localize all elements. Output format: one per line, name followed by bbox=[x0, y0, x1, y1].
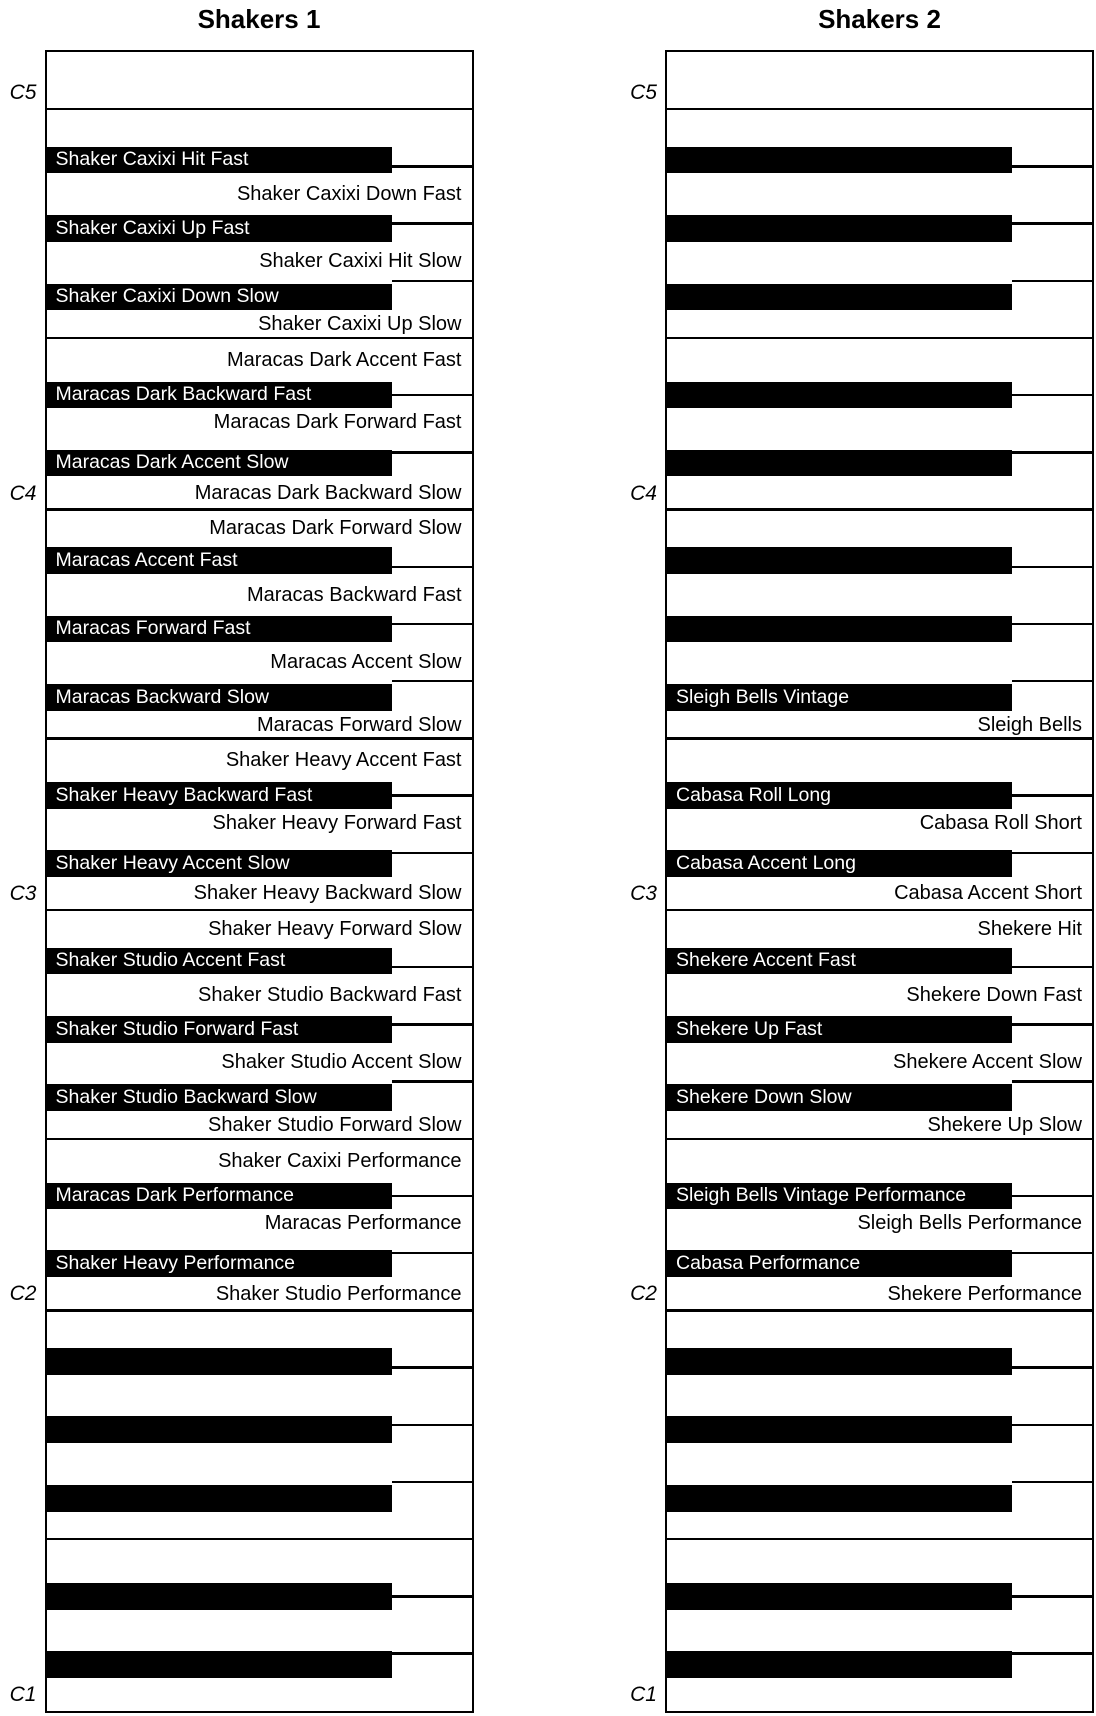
key-white-C2 bbox=[667, 1253, 1092, 1310]
octave-label-C4-shakers-1: C4 bbox=[9, 481, 37, 505]
key-white-D3 bbox=[667, 796, 1092, 853]
key-label-E2: Shaker Caxixi Performance bbox=[218, 1149, 462, 1172]
key-label-As2: Shekere Accent Fast bbox=[676, 949, 856, 972]
key-label-Ds2: Maracas Dark Performance bbox=[55, 1184, 294, 1207]
key-label-Ds3: Cabasa Roll Long bbox=[676, 783, 832, 806]
key-white-G3 bbox=[667, 624, 1092, 681]
key-label-A2: Shaker Studio Backward Fast bbox=[198, 984, 462, 1007]
octave-label-C2-shakers-1: C2 bbox=[9, 1282, 37, 1306]
key-label-F2: Shaker Studio Forward Slow bbox=[208, 1113, 462, 1136]
key-white-F4 bbox=[667, 281, 1092, 338]
key-label-D3: Cabasa Roll Short bbox=[919, 811, 1082, 834]
key-label-Ds3: Shaker Heavy Backward Fast bbox=[55, 783, 313, 806]
key-label-G3: Maracas Accent Slow bbox=[270, 650, 462, 673]
key-white-D2 bbox=[667, 1196, 1092, 1253]
key-label-Fs3: Maracas Backward Slow bbox=[55, 685, 269, 708]
key-label-Cs3: Shaker Heavy Accent Slow bbox=[55, 851, 290, 874]
key-white-F1 bbox=[47, 1482, 472, 1539]
keyboard-title-shakers-2: Shakers 2 bbox=[818, 4, 941, 34]
key-white-C5 bbox=[47, 52, 472, 109]
key-white-F4 bbox=[47, 281, 472, 338]
octave-label-C3-shakers-1: C3 bbox=[9, 882, 37, 905]
key-white-D1 bbox=[47, 1596, 472, 1653]
key-label-C4: Maracas Dark Backward Slow bbox=[194, 481, 462, 504]
key-label-F3: Sleigh Bells bbox=[977, 713, 1082, 736]
key-label-F3: Maracas Forward Slow bbox=[256, 713, 462, 736]
key-white-F3 bbox=[47, 681, 472, 738]
key-label-B2: Shaker Heavy Forward Slow bbox=[208, 917, 462, 940]
key-label-As4: Shaker Caxixi Hit Fast bbox=[55, 148, 249, 171]
key-label-C3: Cabasa Accent Short bbox=[894, 882, 1082, 905]
key-label-Cs2: Cabasa Performance bbox=[676, 1252, 861, 1275]
key-label-D2: Sleigh Bells Performance bbox=[857, 1212, 1082, 1235]
key-white-G2 bbox=[667, 1024, 1092, 1081]
key-label-Fs2: Shekere Down Slow bbox=[676, 1086, 852, 1109]
key-label-G4: Shaker Caxixi Hit Slow bbox=[259, 250, 462, 273]
key-white-G3 bbox=[47, 624, 472, 681]
octave-label-C4-shakers-2: C4 bbox=[630, 481, 657, 505]
key-label-Cs2: Shaker Heavy Performance bbox=[55, 1252, 296, 1275]
key-label-G2: Shekere Accent Slow bbox=[893, 1051, 1082, 1074]
key-label-E3: Shaker Heavy Accent Fast bbox=[225, 749, 462, 772]
octave-label-C1-shakers-1: C1 bbox=[9, 1682, 37, 1706]
key-label-As2: Shaker Studio Accent Fast bbox=[55, 949, 286, 972]
key-label-D3: Shaker Heavy Forward Fast bbox=[212, 811, 462, 834]
keyboard-title-shakers-1: Shakers 1 bbox=[197, 4, 321, 34]
key-white-C3 bbox=[47, 853, 472, 910]
key-white-G1 bbox=[667, 1425, 1092, 1482]
octave-label-C3-shakers-2: C3 bbox=[630, 882, 657, 905]
key-white-C1 bbox=[47, 1654, 472, 1711]
key-white-D2 bbox=[47, 1196, 472, 1253]
key-white-D4 bbox=[667, 395, 1092, 452]
key-label-A2: Shekere Down Fast bbox=[906, 984, 1082, 1007]
key-label-C3: Shaker Heavy Backward Slow bbox=[193, 882, 462, 905]
key-white-F1 bbox=[667, 1482, 1092, 1539]
key-label-Ds2: Sleigh Bells Vintage Performance bbox=[676, 1184, 967, 1207]
key-white-G4 bbox=[47, 224, 472, 281]
octave-label-C2-shakers-2: C2 bbox=[630, 1282, 657, 1306]
key-white-G2 bbox=[47, 1024, 472, 1081]
key-white-C4 bbox=[47, 452, 472, 509]
key-label-A4: Shaker Caxixi Down Fast bbox=[236, 183, 462, 206]
key-label-D2: Maracas Performance bbox=[264, 1212, 462, 1235]
octave-label-C5-shakers-2: C5 bbox=[630, 81, 657, 105]
key-label-As3: Maracas Accent Fast bbox=[55, 548, 238, 571]
key-white-C3 bbox=[667, 853, 1092, 910]
key-label-Gs2: Shaker Studio Forward Fast bbox=[55, 1017, 299, 1040]
key-white-D3 bbox=[47, 796, 472, 853]
key-label-F4: Shaker Caxixi Up Slow bbox=[258, 313, 462, 336]
key-white-C4 bbox=[667, 452, 1092, 509]
key-white-F2 bbox=[667, 1082, 1092, 1139]
octave-label-C5-shakers-1: C5 bbox=[9, 81, 37, 105]
key-white-D4 bbox=[47, 395, 472, 452]
key-white-C2 bbox=[47, 1253, 472, 1310]
key-label-Cs4: Maracas Dark Accent Slow bbox=[55, 451, 289, 474]
octave-label-C1-shakers-2: C1 bbox=[630, 1682, 657, 1706]
key-label-Fs3: Sleigh Bells Vintage bbox=[676, 685, 850, 708]
key-label-Gs4: Shaker Caxixi Up Fast bbox=[55, 216, 250, 239]
key-label-G2: Shaker Studio Accent Slow bbox=[221, 1051, 462, 1074]
key-white-G1 bbox=[47, 1425, 472, 1482]
key-label-B3: Maracas Dark Forward Slow bbox=[209, 517, 462, 540]
key-white-C5 bbox=[667, 52, 1092, 109]
key-label-Ds4: Maracas Dark Backward Fast bbox=[55, 383, 312, 406]
key-label-Gs3: Maracas Forward Fast bbox=[55, 617, 251, 640]
key-white-G4 bbox=[667, 224, 1092, 281]
key-label-B2: Shekere Hit bbox=[977, 917, 1082, 940]
key-white-C1 bbox=[667, 1654, 1092, 1711]
keyboard-shakers-2 bbox=[667, 52, 1092, 1711]
key-white-F2 bbox=[47, 1082, 472, 1139]
key-white-F3 bbox=[667, 681, 1092, 738]
key-label-Gs2: Shekere Up Fast bbox=[676, 1017, 823, 1040]
key-label-Cs3: Cabasa Accent Long bbox=[676, 851, 856, 874]
key-label-F2: Shekere Up Slow bbox=[927, 1113, 1082, 1136]
key-label-Fs2: Shaker Studio Backward Slow bbox=[55, 1086, 317, 1109]
key-label-E4: Maracas Dark Accent Fast bbox=[226, 348, 462, 371]
key-label-A3: Maracas Backward Fast bbox=[246, 583, 462, 606]
key-label-C2: Shaker Studio Performance bbox=[215, 1282, 462, 1305]
key-label-D4: Maracas Dark Forward Fast bbox=[213, 411, 462, 434]
key-label-C2: Shekere Performance bbox=[887, 1282, 1082, 1305]
key-white-D1 bbox=[667, 1596, 1092, 1653]
key-label-Fs4: Shaker Caxixi Down Slow bbox=[55, 285, 279, 308]
keyboard-shakers-1 bbox=[47, 52, 472, 1711]
